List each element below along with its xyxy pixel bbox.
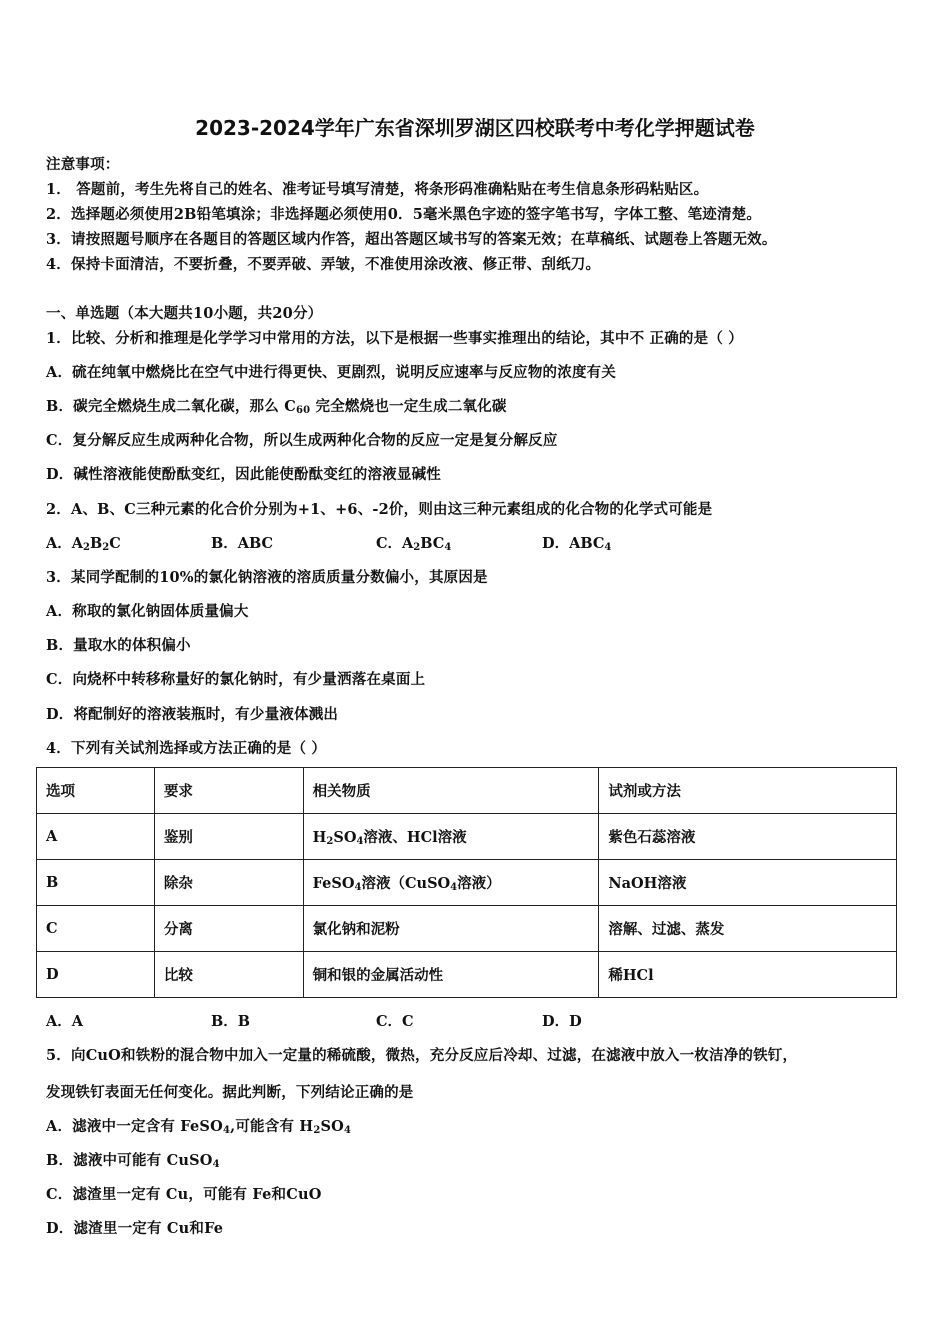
header-cell: 选项 [37, 768, 155, 814]
text: FeSO [312, 875, 355, 892]
text: ,可能含有 H [230, 1118, 314, 1135]
table-cell: C [37, 906, 155, 952]
subscript: 2 [102, 542, 110, 553]
text: C．A [376, 535, 414, 552]
question-5-stem: 5．向CuO和铁粉的混合物中加入一定量的稀硫酸，微热，充分反应后冷却、过滤，在滤液中放入一枚洁净的铁钉， [46, 1047, 798, 1064]
subscript: 2 [313, 1125, 321, 1136]
table-cell: B [37, 860, 155, 906]
text: 完全燃烧也一定生成二氧化碳 [310, 398, 507, 415]
notice-item: 2．选择题必须使用2B铅笔填涂；非选择题必须使用0．5毫米黑色字迹的签字笔书写，字体工整、笔迹清楚。 [46, 206, 762, 223]
q2-option-b: B．ABC [211, 535, 274, 552]
q4-table [36, 767, 897, 998]
text: C [109, 535, 121, 552]
subscript: 4 [212, 1159, 220, 1170]
table-row [37, 952, 897, 998]
q3-option-c: C．向烧杯中转移称量好的氯化钠时，有少量洒落在桌面上 [46, 671, 426, 688]
question-4-stem: 4．下列有关试剂选择或方法正确的是（ ） [46, 740, 327, 757]
question-3-stem: 3．某同学配制的10%的氯化钠溶液的溶质质量分数偏小，其原因是 [46, 569, 488, 586]
notice-heading: 注意事项： [46, 156, 120, 173]
q1-option-c: C．复分解反应生成两种化合物，所以生成两种化合物的反应一定是复分解反应 [46, 432, 558, 449]
q4-option-b: B．B [211, 1013, 251, 1030]
q5-option-a [46, 1115, 351, 1136]
header-cell: 试剂或方法 [599, 768, 897, 814]
text: 溶液（CuSO [361, 875, 451, 892]
subscript: 4 [356, 836, 364, 847]
text: D．ABC [542, 535, 605, 552]
subscript: 4 [450, 882, 458, 893]
subscript: 4 [604, 542, 612, 553]
text: A．滤液中一定含有 FeSO [46, 1118, 223, 1135]
q3-option-a: A．称取的氯化钠固体质量偏大 [46, 603, 249, 620]
table-row [37, 814, 897, 860]
table-cell: 铜和银的金属活动性 [303, 952, 599, 998]
q4-option-a: A．A [46, 1013, 84, 1030]
table-cell: 比较 [154, 952, 303, 998]
q5-option-c: C．滤渣里一定有 Cu，可能有 Fe和CuO [46, 1186, 322, 1203]
notice-item: 3．请按照题号顺序在各题目的答题区域内作答，超出答题区域书写的答案无效；在草稿纸、试题卷上答题无效。 [46, 231, 777, 248]
header-cell: 要求 [154, 768, 303, 814]
table-cell: 氯化钠和泥粉 [303, 906, 599, 952]
table-cell [303, 814, 599, 860]
subscript: 4 [222, 1125, 231, 1136]
q4-option-d: D．D [542, 1013, 582, 1030]
table-cell: 溶解、过滤、蒸发 [599, 906, 897, 952]
q4-option-c: C．C [376, 1013, 414, 1030]
q3-option-b: B．量取水的体积偏小 [46, 637, 191, 654]
q3-option-d: D．将配制好的溶液装瓶时，有少量液体溅出 [46, 706, 339, 723]
question-5-stem-cont: 发现铁钉表面无任何变化。据此判断，下列结论正确的是 [46, 1084, 414, 1101]
q1-option-b [46, 395, 507, 416]
text: H [312, 829, 327, 846]
text: SO [320, 1118, 344, 1135]
q2-option-c [376, 532, 451, 553]
subscript: 60 [295, 405, 311, 416]
text: 溶液） [457, 875, 501, 892]
subscript: 4 [354, 882, 362, 893]
header-cell: 相关物质 [303, 768, 599, 814]
question-2-stem: 2．A、B、C三种元素的化合价分别为+1、+6、-2价，则由这三种元素组成的化合物的化学式可能是 [46, 501, 713, 518]
section-heading: 一、单选题（本大题共10小题，共20分） [46, 305, 323, 322]
q1-option-a: A．硫在纯氧中燃烧比在空气中进行得更快、更剧烈，说明反应速率与反应物的浓度有关 [46, 364, 617, 381]
table-cell [303, 860, 599, 906]
table-cell: 紫色石蕊溶液 [599, 814, 897, 860]
notice-item: 1． 答题前，考生先将自己的姓名、准考证号填写清楚，将条形码准确粘贴在考生信息条形码粘贴区。 [46, 181, 709, 198]
text: A．A [46, 535, 84, 552]
table-cell: 分离 [154, 906, 303, 952]
text: B．碳完全燃烧生成二氧化碳，那么 C [46, 398, 296, 415]
notice-item: 4．保持卡面清洁，不要折叠，不要弄破、弄皱，不准使用涂改液、修正带、刮纸刀。 [46, 256, 601, 273]
text: B．滤液中可能有 CuSO [46, 1152, 213, 1169]
text: BC [420, 535, 445, 552]
q1-option-d: D．碱性溶液能使酚酞变红，因此能使酚酞变红的溶液显碱性 [46, 466, 441, 483]
table-row [37, 860, 897, 906]
text: SO [333, 829, 357, 846]
q2-option-a [46, 532, 121, 553]
text: B [89, 535, 103, 552]
table-cell: 鉴别 [154, 814, 303, 860]
subscript: 2 [413, 542, 421, 553]
table-header-row [37, 768, 897, 814]
table-cell: NaOH溶液 [599, 860, 897, 906]
subscript: 4 [344, 1125, 352, 1136]
text: 溶液、HCl溶液 [363, 829, 467, 846]
table-cell: A [37, 814, 155, 860]
subscript: 2 [326, 836, 334, 847]
q5-option-b [46, 1149, 220, 1170]
subscript: 2 [83, 542, 90, 553]
table-cell: D [37, 952, 155, 998]
question-1-stem: 1．比较、分析和推理是化学学习中常用的方法，以下是根据一些事实推理出的结论，其中不 正确的是（ ） [46, 330, 743, 347]
table-cell: 除杂 [154, 860, 303, 906]
table-cell: 稀HCl [599, 952, 897, 998]
q2-option-d [542, 532, 611, 553]
subscript: 4 [444, 542, 452, 553]
page-title: 2023-2024学年广东省深圳罗湖区四校联考中考化学押题试卷 [195, 116, 755, 140]
q5-option-d: D．滤渣里一定有 Cu和Fe [46, 1220, 224, 1237]
table-row [37, 906, 897, 952]
